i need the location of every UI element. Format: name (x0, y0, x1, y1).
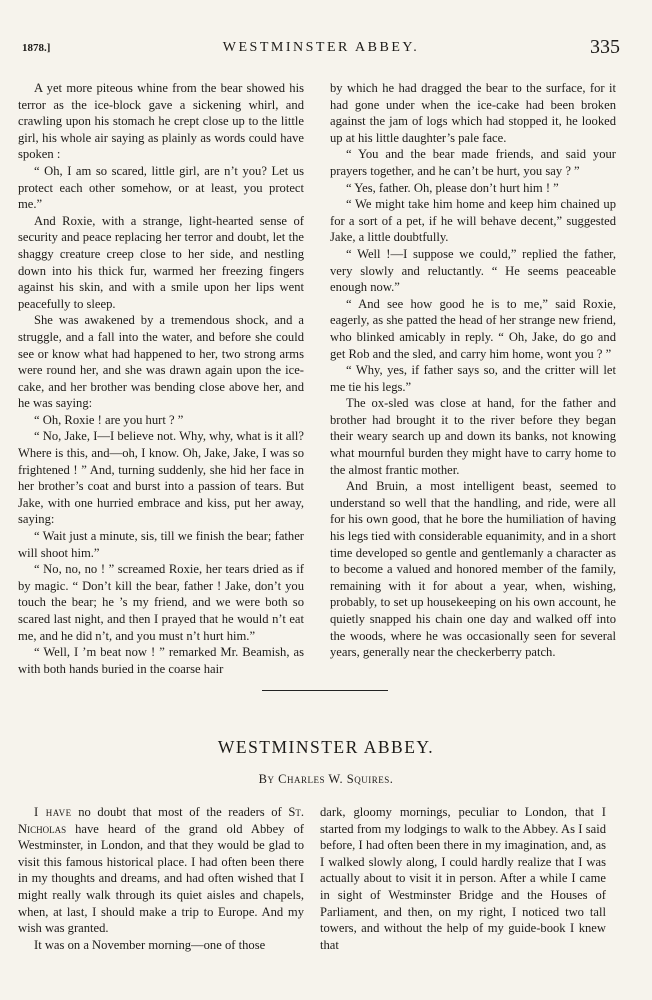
issue-date: 1878.] (22, 42, 51, 54)
paragraph: “ Well !—I suppose we could,” replied the father, very slowly and reluctantly. “ He seems peaceable enough now.” (330, 246, 616, 295)
text-run: have heard of the grand old Abbey of Westminster, in London, and that they would be glad to visit this famous historical place. I had often been there in my thoughts and dreams, and had often wished that I might really walk through its quiet aisles and chapels, when, at last, I should make a trip to Europe. And my wish was granted. (18, 821, 304, 936)
paragraph: “ No, Jake, I—I believe not. Why, why, what is it all? Where is this, and—oh, I know. Oh, Jake, Jake, I was so frightened ! ” And, turning suddenly, she hid her face in her brother’s coat and burst into a passion of tears. But Jake, with one hurried embrace and kiss, put her away, saying: (18, 429, 304, 527)
magazine-name: St. Nicholas (18, 805, 304, 836)
paragraph: “ You and the bear made friends, and said your prayers together, and he can’t be hurt, you say ? ” (330, 147, 616, 178)
running-head (22, 34, 620, 64)
paragraph: “ And see how good he is to me,” said Roxie, eagerly, as she patted the head of her strange new friend, who blinked amicably in reply. “ Oh, Jake, do go and get Rob and the sled, and carry him home, wont you ? ” (330, 296, 616, 361)
article-byline: By Charles W. Squires. (258, 772, 394, 786)
paragraph: “ Why, yes, if father says so, and the critter will let me tie his legs.” (330, 363, 616, 394)
paragraph: And Bruin, a most intelligent beast, seemed to understand so well that the handling, and ride, were all for his own good, that he bore the humiliation of having his legs tied with considerable equanimity, and in a short time developed so gentle and gentlemanly a character as to become a valued and honored member of the family, remaining with it for about a year, when, wishing, probably, to set up housekeeping on his own account, he quietly snapped his chain one day and walked off into the woods, where he was occasionally seen for several years, generally near the checkerberry patch. (330, 479, 616, 660)
article-title: WESTMINSTER ABBEY. (217, 737, 435, 757)
page-number: 335 (590, 36, 620, 58)
paragraph: “ Oh, I am so scared, little girl, are n’t you? Let us protect each other somehow, or at least, you protect me.” (18, 163, 304, 212)
text-run: no doubt that most of the readers of (71, 805, 289, 819)
paragraph: A yet more piteous whine from the bear showed his terror as the ice-block gave a sickening whirl, and crawling upon his stomach he crept close up to the little girl, his whole air saying as plainly as words could have spoken : (18, 81, 304, 162)
article-right-column (320, 804, 606, 953)
paragraph: “ Wait just a minute, sis, till we finish the bear; father will shoot him.” (18, 529, 304, 560)
paragraph (18, 804, 304, 937)
paragraph: The ox-sled was close at hand, for the father and brother had brought it to the river before they began their weary search up and down its banks, not knowing what mournful burden they might have to carry home to the almost frantic mother. (330, 396, 616, 477)
paragraph: by which he had dragged the bear to the surface, for it had gone under when the ice-cake had been broken against the jam of logs which had stopped it, he looked up at his little daughter’s pale face. (330, 81, 616, 145)
paragraph: “ No, no, no ! ” screamed Roxie, her tears dried as if by magic. “ Don’t kill the bear, father ! Jake, don’t you touch the bear; he ’s my friend, and we were both so scared last night, and then I prayed that he would n’t eat me, and he did n’t, and you must n’t hurt him.” (18, 562, 304, 643)
running-title: WESTMINSTER ABBEY. (222, 40, 420, 55)
paragraph: And Roxie, with a strange, light-hearted sense of security and peace replacing her terror and doubt, let the shaggy creature creep close to her side, and nestling down into his thick fur, warmed her freezing fingers against his skin, and with a smile upon her lips went peacefully to sleep. (18, 213, 304, 311)
paragraph: She was awakened by a tremendous shock, and a struggle, and a fall into the water, and before she could see or know what had happened to her, two strong arms were round her, and she was drawn again upon the ice-cake, and her brother was bending close above her, and he was saying: (18, 313, 304, 411)
paragraph: It was on a November morning—one of those (34, 937, 266, 952)
paragraph: “ Well, I ’m beat now ! ” remarked Mr. Beamish, as with both hands buried in the coarse hair (18, 645, 304, 676)
section-divider (262, 690, 388, 691)
paragraph: “ Oh, Roxie ! are you hurt ? ” (34, 412, 184, 427)
story-left-column (18, 80, 304, 677)
article-left-column (18, 804, 304, 953)
paragraph: “ Yes, father. Oh, please don’t hurt him ! ” (346, 180, 559, 195)
paragraph: “ We might take him home and keep him chained up for a sort of a pet, if he will behave decent,” suggested Jake, a little doubtfully. (330, 197, 616, 245)
story-right-column (330, 80, 616, 661)
lead-words: I have (34, 805, 72, 819)
paragraph: dark, gloomy mornings, peculiar to London, that I started from my lodgings to walk to the Abbey. As I said before, I had often been there in my imagination, and, as I walked slowly along, I could hardly realize that I was actually about to visit it in person. After a while I came in sight of Westminster Bridge and the Houses of Parliament, and then, on my right, I noticed two tall towers, and without the help of my guide-book I knew that (320, 805, 606, 952)
